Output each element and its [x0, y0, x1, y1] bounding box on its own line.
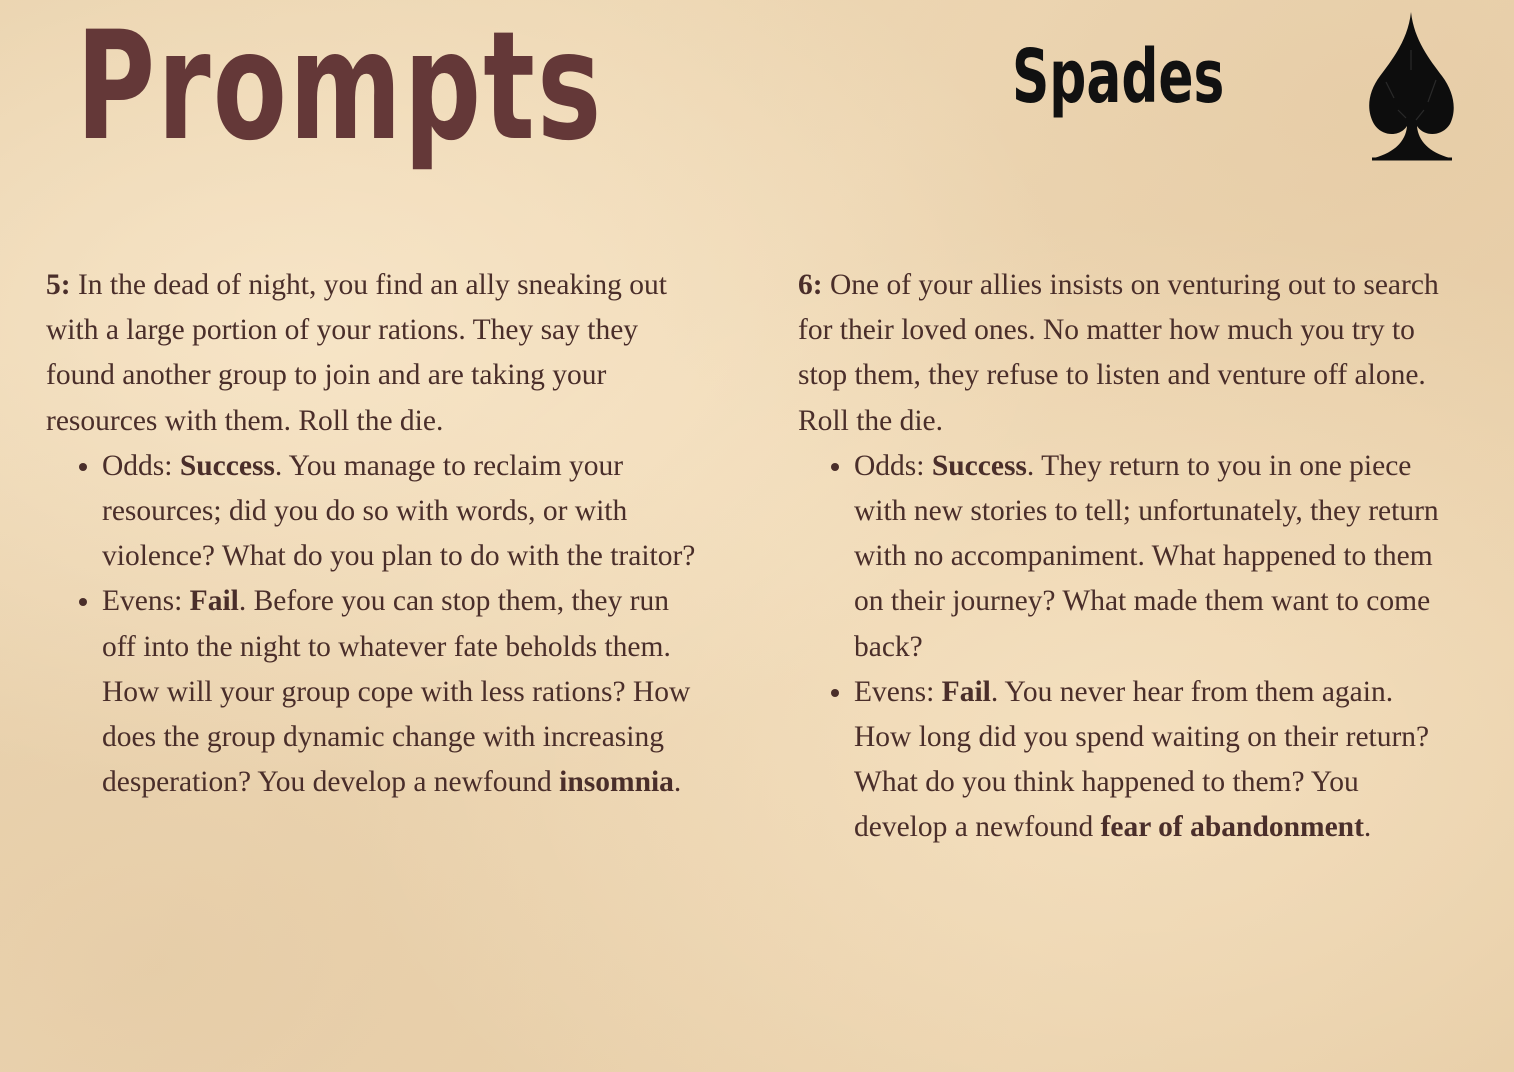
trait: fear of abandonment	[1100, 811, 1364, 844]
prompt-5	[46, 263, 696, 805]
evens-end: .	[673, 766, 682, 799]
odds-outcome	[102, 444, 696, 580]
odds-outcome	[854, 444, 1448, 670]
odds-text: . They return to you in one piece with new stories to tell; unfortunately, they return with no accompaniment. What happened to them on their journey? What made them want to come back?	[854, 449, 1439, 663]
odds-label: Odds:	[854, 449, 932, 482]
evens-label: Evens:	[102, 585, 190, 618]
odds-result: Success	[931, 449, 1027, 482]
spade-icon	[1366, 10, 1456, 162]
outcome-list	[46, 444, 696, 806]
prompt-intro-text: In the dead of night, you find an ally sneaking out with a large portion of your rations. They say they found another group to join and are taking your resources with them. Roll the die.	[46, 269, 668, 437]
trait: insomnia	[559, 766, 674, 799]
prompt-number: 6:	[798, 269, 823, 301]
evens-text: . You never hear from them again. How long did you spend waiting on their return? What do you think happened to them? You develop a newfound	[854, 675, 1430, 844]
prompt-intro	[798, 263, 1448, 444]
odds-label: Odds:	[102, 449, 180, 482]
prompt-6	[798, 263, 1448, 851]
evens-end: .	[1363, 811, 1372, 844]
evens-outcome	[854, 670, 1448, 851]
evens-result: Fail	[189, 585, 239, 618]
evens-label: Evens:	[854, 675, 942, 708]
odds-text: . You manage to reclaim your resources; did you do so with words, or with violence? What do you plan to do with the traitor?	[102, 449, 696, 573]
evens-text: . Before you can stop them, they run off into the night to whatever fate beholds them. How will your group cope with less rations? How does the group dynamic change with increasing desperation? You develop a newfound	[102, 585, 691, 799]
prompt-number: 5:	[46, 269, 71, 301]
suit-name: Spades	[1012, 34, 1225, 120]
odds-result: Success	[179, 449, 275, 482]
prompt-intro	[46, 263, 696, 444]
prompt-intro-text: One of your allies insists on venturing out to search for their loved ones. No matter how much you try to stop them, they refuse to listen and venture off alone. Roll the die.	[798, 269, 1439, 437]
outcome-list	[798, 444, 1448, 851]
evens-result: Fail	[941, 675, 991, 708]
evens-outcome	[102, 579, 696, 805]
page-title: Prompts	[76, 0, 604, 174]
